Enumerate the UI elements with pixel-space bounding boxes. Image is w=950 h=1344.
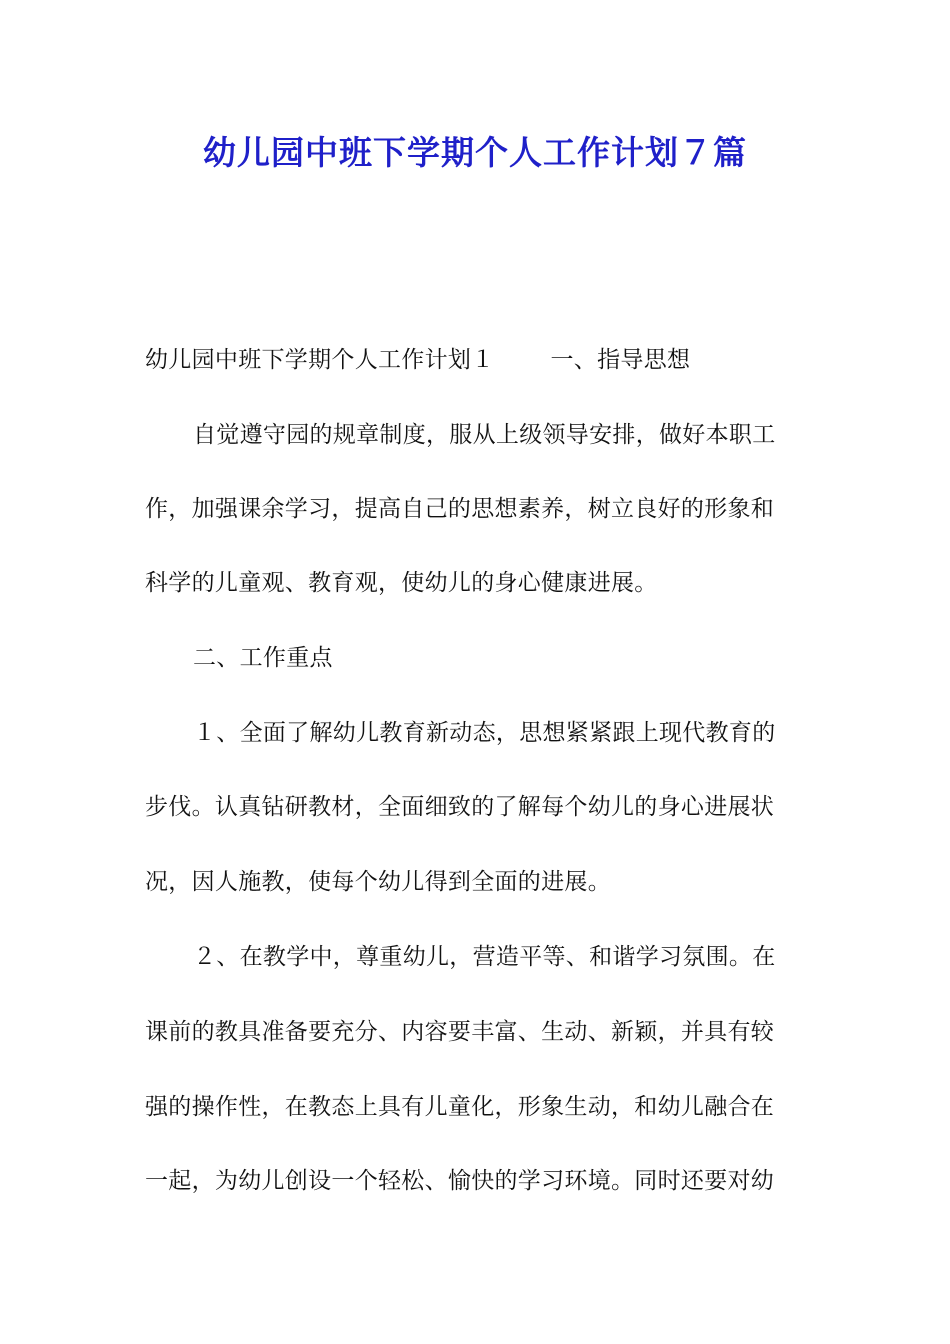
paragraph-line: ２、在教学中，尊重幼儿，营造平等、和谐学习氛围。在	[193, 944, 776, 970]
plan-heading: 幼儿园中班下学期个人工作计划１	[145, 347, 495, 373]
paragraph-line: 课前的教具准备要充分、内容要丰富、生动、新颖，并具有较	[145, 1019, 775, 1045]
paragraph-line: 强的操作性，在教态上具有儿童化，形象生动，和幼儿融合在	[145, 1094, 775, 1120]
section-heading-work-focus: 二、工作重点	[193, 645, 333, 671]
paragraph-line: 一起，为幼儿创设一个轻松、愉快的学习环境。同时还要对幼	[145, 1168, 775, 1194]
paragraph-line: 作，加强课余学习，提高自己的思想素养，树立良好的形象和	[145, 496, 775, 522]
section-heading-line	[145, 345, 805, 375]
guiding-thought-heading: 一、指导思想	[550, 347, 691, 373]
paragraph-line: 科学的儿童观、教育观，使幼儿的身心健康进展。	[145, 570, 658, 596]
document-title: 幼儿园中班下学期个人工作计划７篇	[203, 133, 747, 172]
paragraph-line: 况，因人施教，使每个幼儿得到全面的进展。	[145, 869, 611, 895]
paragraph-line: １、全面了解幼儿教育新动态，思想紧紧跟上现代教育的	[193, 720, 776, 746]
paragraph-line: 步伐。认真钻研教材，全面细致的了解每个幼儿的身心进展状	[145, 794, 775, 820]
paragraph-line: 自觉遵守园的规章制度，服从上级领导安排，做好本职工	[193, 422, 776, 448]
